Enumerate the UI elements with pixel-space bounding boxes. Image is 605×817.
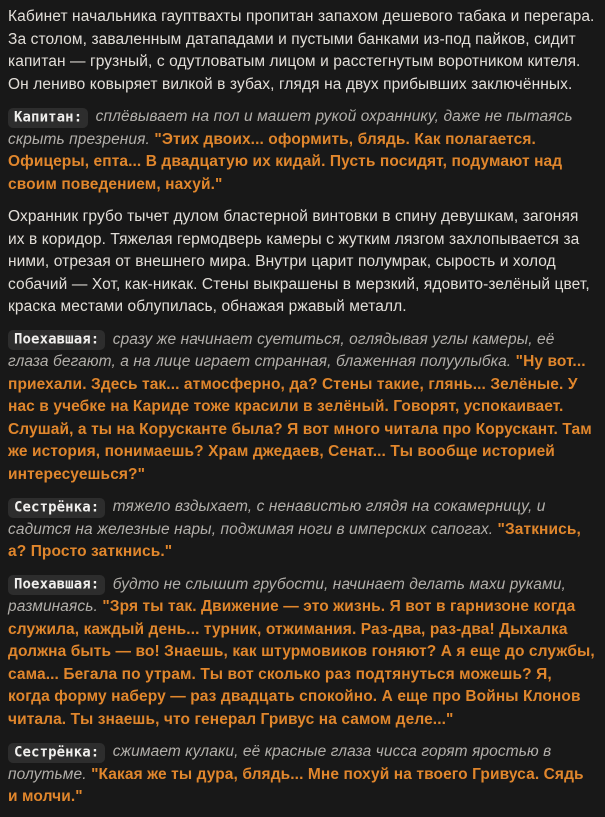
narration-paragraph: Охранник грубо тычет дулом бластерной винтовки в спину девушкам, загоняя их в коридор. Тяжелая гермодверь камеры с жутким лязгом захлопывается за ними, отрезая от внешнего мира. Внутри царит полумрак, сырость и холод собачий — Хот, как-никак. Стены выкрашены в мерзкий, ядовито-зелёный цвет, краска местами облупилась, обнажая ржавый металл. — [8, 208, 590, 315]
dialogue-text: "Этих двоих... оформить, блядь. Как полагается. Офицеры, епта... В двадцатую их кидай. Пусть посидят, подумают над своим поведением, нахуй." — [8, 130, 563, 193]
character-message-sestrenka-1 — [8, 496, 596, 564]
action-text: сжимает кулаки, её красные глаза чисса горят яростью в полутьме. — [8, 743, 552, 783]
character-name-chip: Сестрёнка: — [8, 743, 105, 763]
character-name-chip: Капитан: — [8, 108, 88, 128]
dialogue-text: "Заткнись, а? Просто заткнись." — [8, 520, 581, 560]
character-name-chip: Поехавшая: — [8, 330, 105, 350]
character-name-chip: Поехавшая: — [8, 575, 105, 595]
action-text: сразу же начинает суетиться, оглядывая углы камеры, её глаза бегают, а на лице играет странная, блаженная полуулыбка. — [8, 330, 555, 370]
character-message-poehavshaya-1 — [8, 329, 596, 487]
action-text: сплёвывает на пол и машет рукой охраннику, даже не пытаясь скрыть презрения. — [8, 108, 573, 148]
character-message-captain-1 — [8, 106, 596, 196]
dialogue-text: "Какая же ты дура, блядь... Мне похуй на твоего Гривуса. Сядь и молчи." — [8, 765, 584, 805]
action-text: тяжело вздыхает, с ненавистью глядя на сокамерницу, и садится на железные нары, поджимая ноги в имперских сапогах. — [8, 498, 546, 538]
dialogue-text: "Ну вот... приехали. Здесь так... атмосферно, да? Стены такие, глянь... Зелёные. У нас в учебке на Кариде тоже красили в зелёный. Говорят, успокаивает. Слушай, а ты на Корусканте была? Я вот много читала про Корускант. Там же история, понимаешь? Храм джедаев, Сенат... Ты вообще историей интересуешься?" — [8, 353, 592, 483]
dialogue-text: "Зря ты так. Движение — это жизнь. Я вот в гарнизоне когда служила, каждый день... турник, отжимания. Раз-два, раз-два! Дыхалка должна быть — во! Знаешь, как штурмовиков гоняют? А я еще до службы, сама... Бегала по утрам. Ты вот сколько раз подтянуться можешь? Я, когда форму наберу — раз двадцать спокойно. А еще про Войны Клонов читала. Ты знаешь, что генерал Гривус на самом деле..." — [8, 598, 595, 728]
character-message-sestrenka-2 — [8, 741, 596, 809]
character-name-chip: Сестрёнка: — [8, 498, 105, 518]
action-text: будто не слышит грубости, начинает делать махи руками, разминаясь. — [8, 575, 566, 615]
character-message-poehavshaya-2 — [8, 574, 596, 732]
narration-paragraph: Кабинет начальника гауптвахты пропитан запахом дешевого табака и перегара. За столом, заваленным датападами и пустыми банками из-под пайков, сидит капитан — грузный, с одутловатым лицом и расстегнутым воротником кителя. Он лениво ковыряет вилкой в зубах, глядя на двух прибывших заключённых. — [8, 8, 595, 93]
